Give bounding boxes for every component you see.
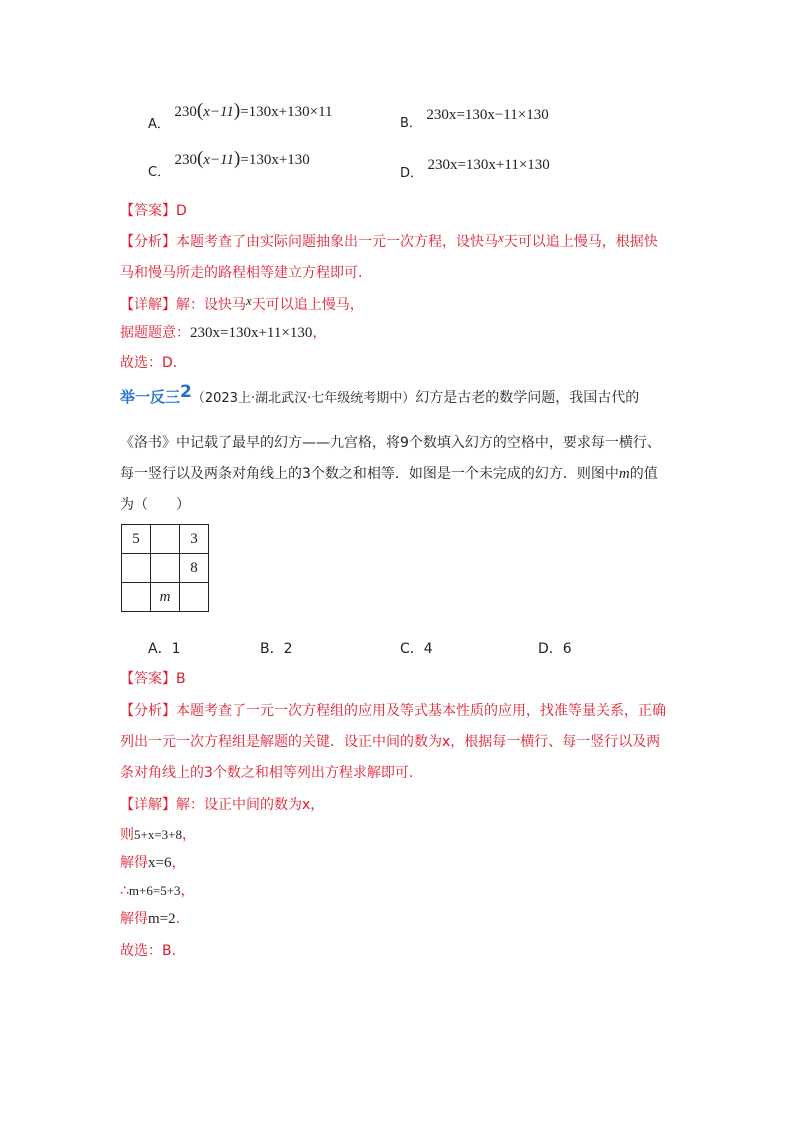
q1-detail-line2: 据题题意：230x=130x+11×130， <box>120 325 327 341</box>
option-letter: A． <box>148 117 170 132</box>
grid-cell: m <box>151 583 180 612</box>
q2-step4: 解得m=2. <box>120 911 181 927</box>
answer-value: D <box>176 203 187 219</box>
q2-conclusion: 故选：B. <box>120 943 177 959</box>
grid-cell <box>122 583 151 612</box>
q2-analysis-line2: 列出一元一次方程组是解题的关键．设正中间的数为x，根据每一横行、每一竖行以及两 <box>120 734 661 750</box>
q2-detail: 【详解】解：设正中间的数为x， <box>120 797 325 813</box>
q1-detail: 【详解】解：设快马x天可以追上慢马， <box>120 293 364 313</box>
q2-analysis-line3: 条对角线上的3个数之和相等列出方程求解即可. <box>120 765 414 781</box>
option-d <box>400 154 550 181</box>
question-source: （2023上·湖北武汉·七年级统考期中） <box>191 391 416 406</box>
analysis-tag: 【分析】 <box>120 234 176 250</box>
q2-step3: ∴m+6=5+3， <box>120 883 195 899</box>
option-letter: D． <box>400 166 424 181</box>
q1-analysis: 【分析】本题考查了由实际问题抽象出一元一次方程，设快马x天可以追上慢马，根据快 <box>120 230 658 250</box>
option-c-equation: 230(x−11)=130x+130 <box>174 148 310 169</box>
q2-option-b: B．2 <box>260 641 293 657</box>
grid-cell: 8 <box>180 554 209 583</box>
q1-conclusion: 故选：D. <box>120 355 178 371</box>
grid-cell: 3 <box>180 525 209 554</box>
stem-line2: 《洛书》中记载了最早的幻方——九宫格，将9个数填入幻方的空格中，要求每一横行、 <box>120 435 661 451</box>
section-heading: 举一反三 <box>120 388 181 406</box>
q1-analysis-line2: 马和慢马所走的路程相等建立方程即可. <box>120 265 363 281</box>
option-letter: B． <box>400 116 422 131</box>
q1-answer <box>120 200 187 220</box>
analysis-tag: 【分析】 <box>120 703 176 719</box>
q2-option-a: A．1 <box>148 641 181 657</box>
stem-line3: 每一竖行以及两条对角线上的3个数之和相等．如图是一个未完成的幻方．则图中m的值 <box>120 466 658 482</box>
grid-cell: 5 <box>122 525 151 554</box>
q2-heading <box>120 382 640 407</box>
therefore-symbol: ∴ <box>120 883 129 899</box>
option-a <box>148 100 333 132</box>
option-d-equation: 230x=130x+11×130 <box>427 157 550 173</box>
magic-square <box>121 524 209 612</box>
grid-cell <box>151 554 180 583</box>
stem-line4: 为（ ） <box>120 497 190 513</box>
answer-tag: 【答案】 <box>120 203 176 219</box>
option-c <box>148 148 310 180</box>
answer-value: B <box>176 671 186 687</box>
option-b <box>400 104 549 131</box>
grid-cell <box>122 554 151 583</box>
q2-answer <box>120 668 186 688</box>
option-letter: C． <box>148 165 171 180</box>
grid-cell <box>180 583 209 612</box>
option-a-equation: 230(x−11)=130x+130×11 <box>174 100 333 121</box>
q2-option-c: C．4 <box>400 641 433 657</box>
q2-step1: 则5+x=3+8， <box>120 827 196 843</box>
grid-cell <box>151 525 180 554</box>
option-b-equation: 230x=130x−11×130 <box>426 107 549 123</box>
section-number: 2 <box>180 382 192 402</box>
q2-step2: 解得x=6， <box>120 855 186 871</box>
stem-line1: 幻方是古老的数学问题，我国古代的 <box>415 390 640 406</box>
q2-option-d: D．6 <box>538 641 572 657</box>
detail-tag: 【详解】 <box>120 297 176 313</box>
answer-tag: 【答案】 <box>120 671 176 687</box>
detail-tag: 【详解】 <box>120 797 176 813</box>
q2-analysis: 【分析】本题考查了一元一次方程组的应用及等式基本性质的应用，找准等量关系，正确 <box>120 703 666 719</box>
